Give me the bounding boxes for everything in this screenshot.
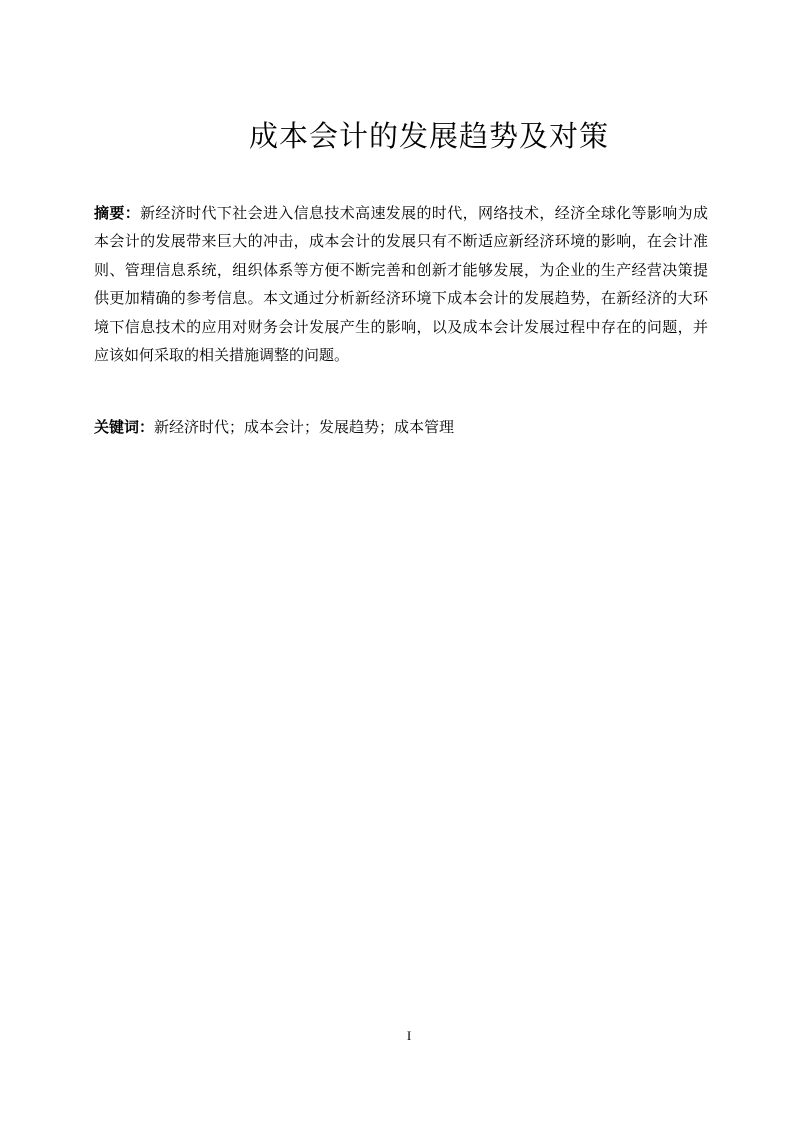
abstract-text: 新经济时代下社会进入信息技术高速发展的时代，网络技术，经济全球化等影响为成本会计的发展带来巨大的冲击，成本会计的发展只有不断适应新经济环境的影响，在会计准则、管理信息系统，组织体系等方便不断完善和创新才能够发展，为企业的生产经营决策提供更加精确的参考信息。本文通过分析新经济环境下成本会计的发展趋势，在新经济的大环境下信息技术的应用对财务会计发展产生的影响，以及成本会计发展过程中存在的问题，并应该如何采取的相关措施调整的问题。 [94, 204, 708, 365]
keywords-text: 新经济时代；成本会计；发展趋势；成本管理 [154, 418, 455, 436]
keywords-label: 关键词： [94, 418, 155, 436]
page-number: I [406, 1028, 412, 1043]
keywords-paragraph [94, 413, 708, 441]
document-title: 成本会计的发展趋势及对策 [248, 119, 609, 153]
abstract-paragraph [94, 199, 708, 369]
abstract-label: 摘要： [94, 204, 141, 222]
